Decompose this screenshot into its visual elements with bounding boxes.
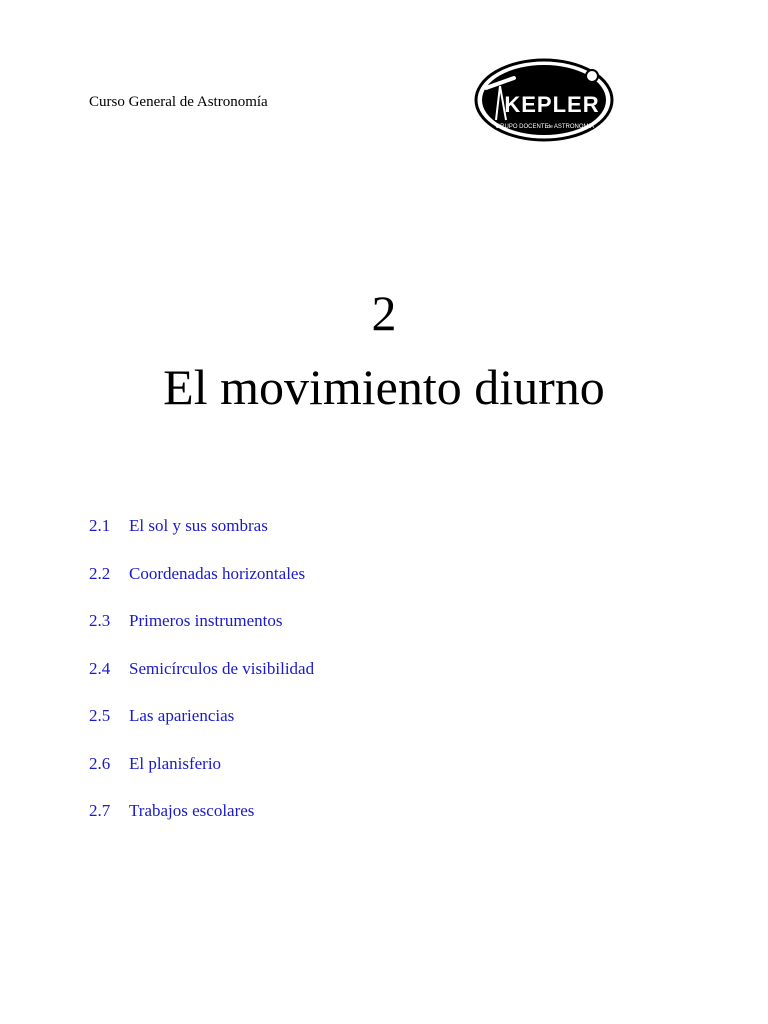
- logo-tagline-mid: de: [547, 124, 553, 130]
- toc-label: El sol y sus sombras: [129, 516, 268, 535]
- toc-label: Las apariencias: [129, 706, 235, 725]
- toc-link-2-6[interactable]: [89, 753, 314, 801]
- toc-link-2-1[interactable]: [89, 515, 314, 563]
- chapter-title: El movimiento diurno: [163, 359, 605, 415]
- toc-link-2-3[interactable]: [89, 610, 314, 658]
- toc-link-2-5[interactable]: [89, 705, 314, 753]
- toc-number: 2.7: [89, 801, 111, 820]
- toc-link-2-2[interactable]: [89, 563, 314, 611]
- toc-label: El planisferio: [129, 753, 222, 773]
- toc-label: Semicírculos de visibilidad: [129, 658, 315, 678]
- kepler-logo: [474, 58, 614, 142]
- toc-number: 2.5: [89, 706, 111, 725]
- toc-number: 2.1: [89, 516, 111, 535]
- toc-number: 2.4: [89, 658, 111, 678]
- logo-tagline-right: ASTRONOMIA: [553, 124, 595, 130]
- toc-label: Coordenadas horizontales: [129, 563, 306, 583]
- toc-label: Primeros instrumentos: [129, 611, 283, 630]
- course-name: Curso General de Astronomía: [89, 94, 268, 110]
- toc-label: Trabajos escolares: [129, 801, 255, 820]
- toc-link-2-4[interactable]: [89, 658, 314, 706]
- toc-number: 2.2: [89, 563, 111, 583]
- toc-link-2-7[interactable]: [89, 800, 314, 848]
- toc-number: 2.3: [89, 611, 111, 630]
- chapter-number: 2: [371, 285, 397, 341]
- table-of-contents: [89, 515, 314, 848]
- logo-brand: KEPLER: [504, 92, 600, 117]
- logo-tagline-left: GRUPO DOCENTE: [495, 124, 549, 130]
- planet-icon: [586, 70, 598, 82]
- toc-number: 2.6: [89, 753, 111, 773]
